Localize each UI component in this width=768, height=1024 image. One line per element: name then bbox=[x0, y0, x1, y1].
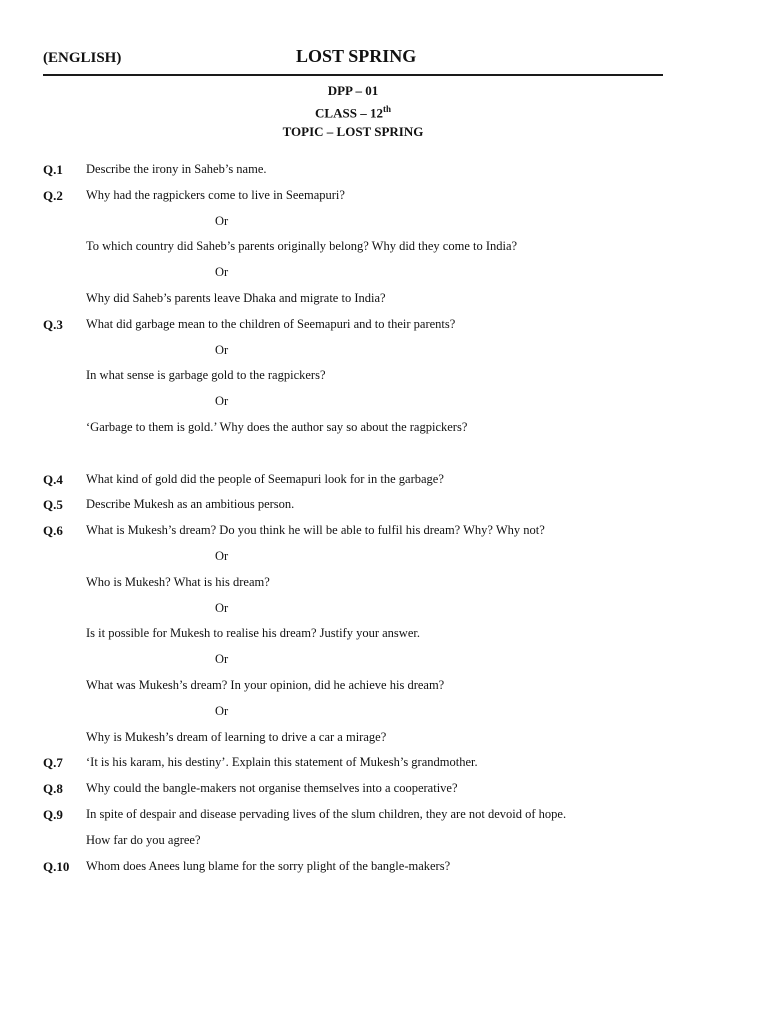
question-number: Q.5 bbox=[43, 497, 63, 513]
or-separator: Or bbox=[215, 703, 229, 718]
question-text: Why did Saheb’s parents leave Dhaka and migrate to India? bbox=[86, 291, 386, 305]
question-text: In what sense is garbage gold to the ragpickers? bbox=[86, 368, 326, 383]
question-text: ‘Garbage to them is gold.’ Why does the author say so about the ragpickers? bbox=[86, 420, 468, 434]
question-text: Why had the ragpickers come to live in Seemapuri? bbox=[86, 187, 345, 202]
question-text: To which country did Saheb’s parents originally belong? Why did they come to India? bbox=[86, 239, 518, 254]
question-text: What did garbage mean to the children of Seemapuri and to their parents? bbox=[86, 316, 456, 331]
question-text: Describe the irony in Saheb’s name. bbox=[86, 162, 267, 176]
question-text: In spite of despair and disease pervading lives of the slum children, they are not devoid of hope. bbox=[86, 807, 567, 821]
page-header bbox=[43, 46, 663, 70]
or-separator: Or bbox=[215, 652, 229, 667]
question-text: Why is Mukesh’s dream of learning to drive a car a mirage? bbox=[86, 729, 387, 744]
or-separator: Or bbox=[215, 549, 229, 563]
question-number: Q.6 bbox=[43, 523, 63, 539]
question-text: What is Mukesh’s dream? Do you think he will be able to fulfil his dream? Why? Why not? bbox=[86, 523, 545, 538]
question-text: Why could the bangle-makers not organise themselves into a cooperative? bbox=[86, 781, 458, 796]
question-number: Q.2 bbox=[43, 187, 63, 203]
or-separator: Or bbox=[215, 265, 229, 280]
topic-label: TOPIC – LOST SPRING bbox=[282, 124, 424, 139]
question-number: Q.8 bbox=[43, 781, 63, 797]
question-text: Who is Mukesh? What is his dream? bbox=[86, 574, 270, 589]
or-separator: Or bbox=[215, 600, 229, 615]
header-divider bbox=[43, 74, 663, 76]
question-text: Whom does Anees lung blame for the sorry plight of the bangle-makers? bbox=[86, 858, 451, 873]
or-separator: Or bbox=[215, 213, 229, 228]
question-number: Q.9 bbox=[43, 807, 63, 822]
question-text: What was Mukesh’s dream? In your opinion, did he achieve his dream? bbox=[86, 678, 445, 692]
subject-label: (ENGLISH) bbox=[43, 50, 122, 66]
question-text: ‘It is his karam, his destiny’. Explain this statement of Mukesh’s grandmother. bbox=[86, 755, 478, 770]
or-separator: Or bbox=[215, 394, 229, 409]
or-separator: Or bbox=[215, 342, 229, 357]
dpp-label: DPP – 01 bbox=[327, 83, 379, 98]
question-number: Q.7 bbox=[43, 755, 63, 771]
page-title: LOST SPRING bbox=[296, 46, 417, 66]
question-text: How far do you agree? bbox=[86, 832, 201, 847]
class-label bbox=[0, 104, 706, 121]
question-number: Q.3 bbox=[43, 316, 63, 332]
class-text: CLASS – 12 bbox=[315, 105, 383, 121]
question-number: Q.1 bbox=[43, 162, 63, 177]
question-text: Is it possible for Mukesh to realise his dream? Justify your answer. bbox=[86, 626, 420, 641]
question-text: Describe Mukesh as an ambitious person. bbox=[86, 497, 295, 512]
class-superscript: th bbox=[382, 104, 391, 114]
question-number: Q.4 bbox=[43, 471, 63, 487]
question-text: What kind of gold did the people of Seemapuri look for in the garbage? bbox=[86, 471, 444, 486]
question-number: Q.10 bbox=[43, 858, 70, 874]
